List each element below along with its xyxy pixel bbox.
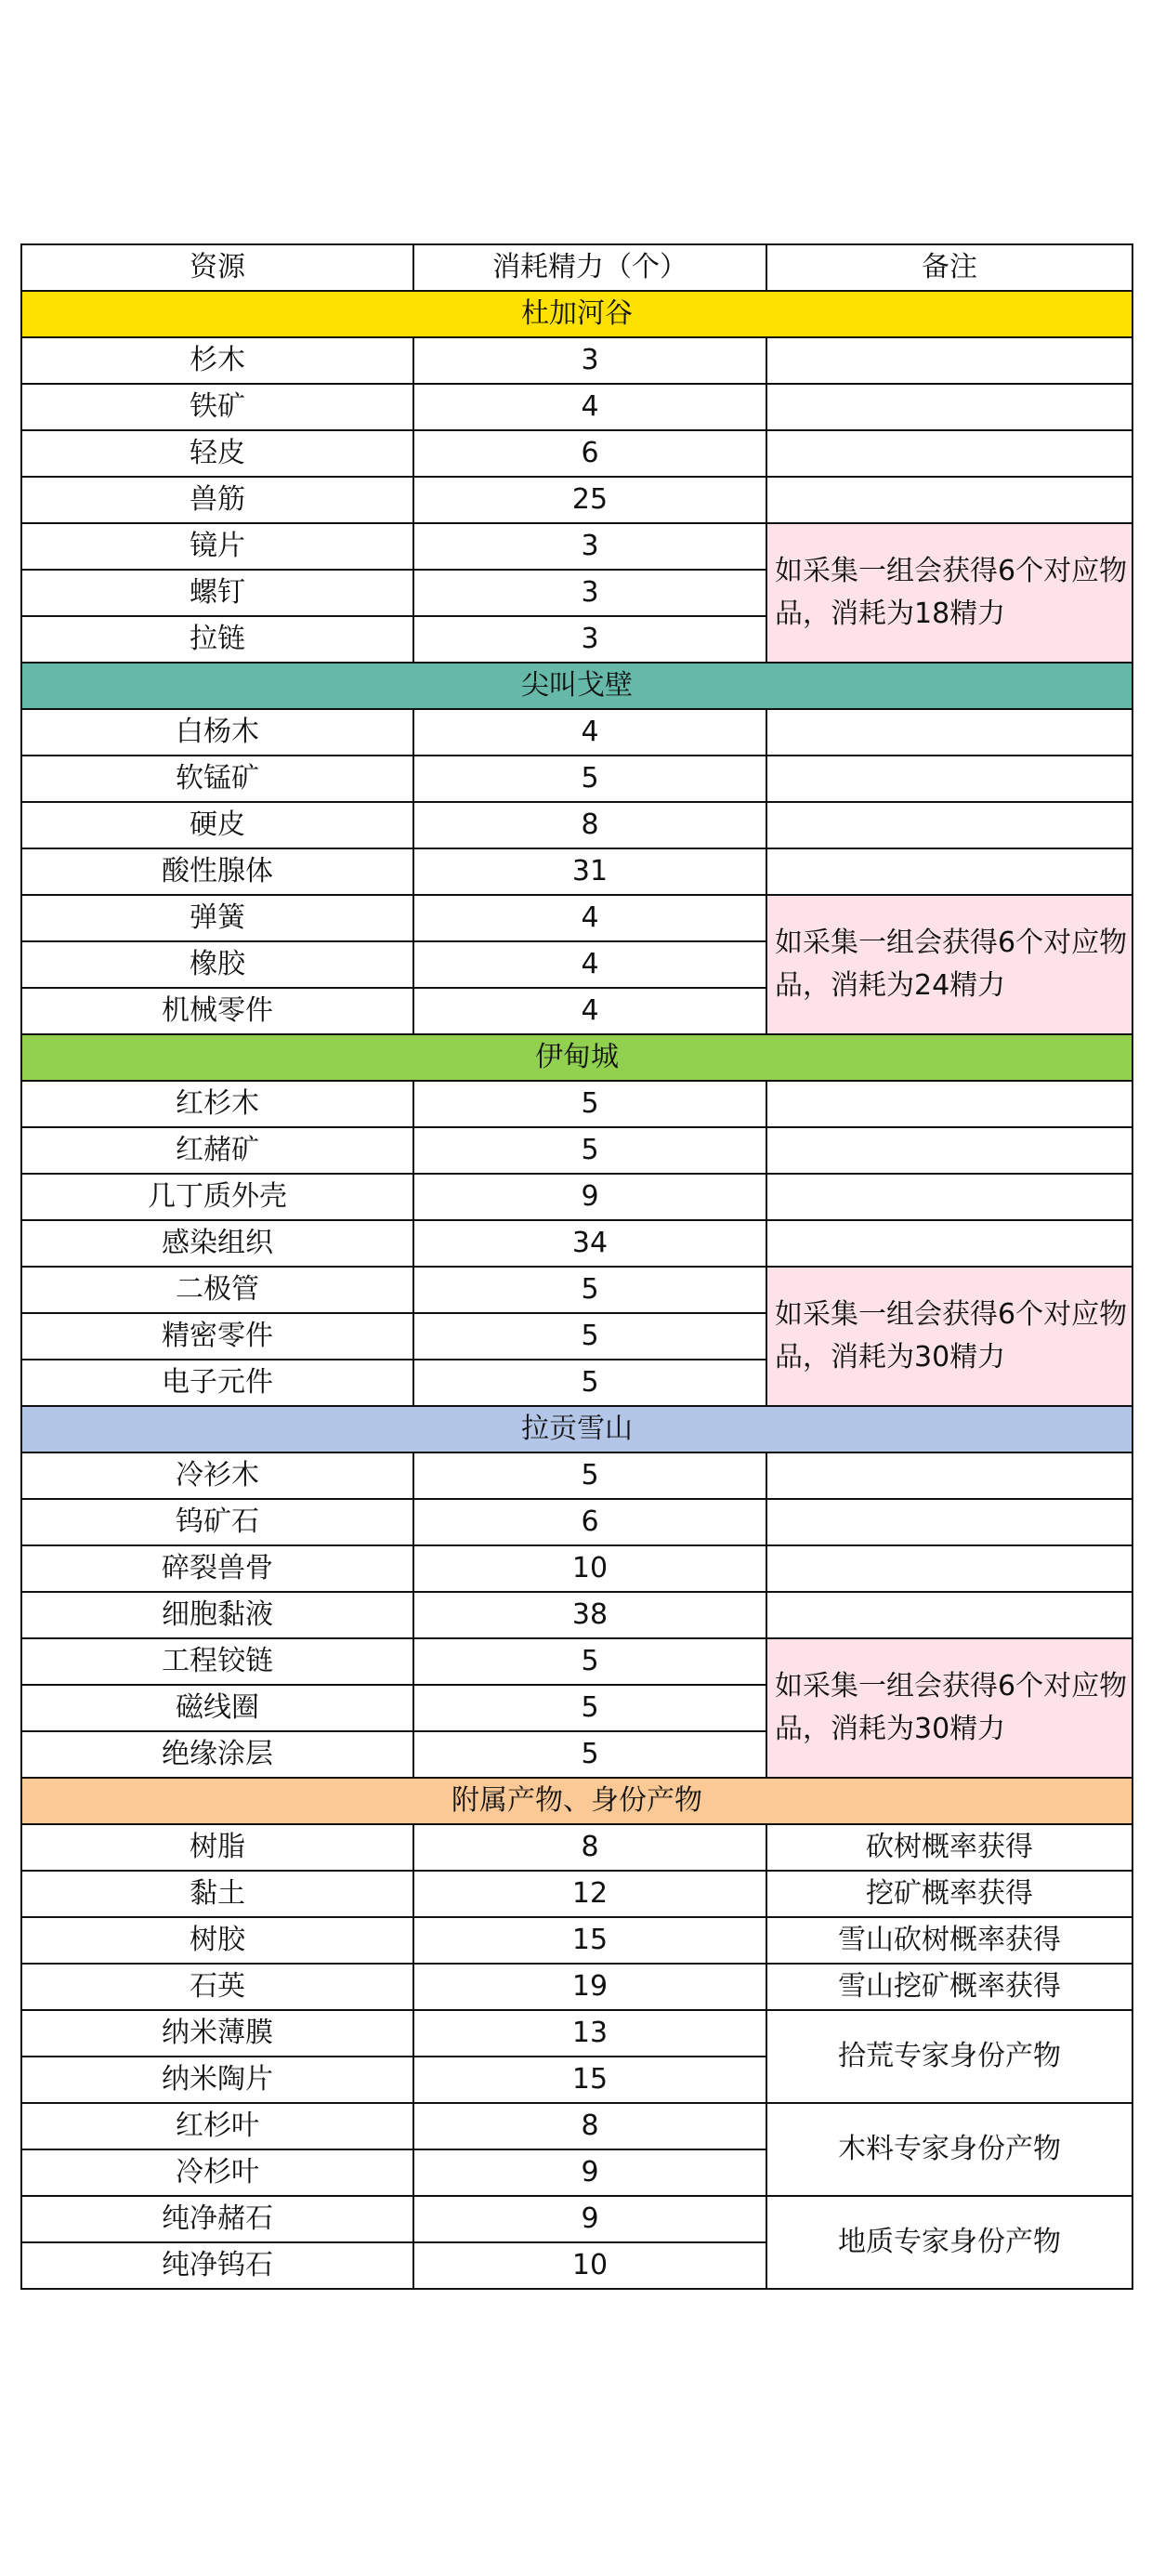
resource-name: 酸性腺体 <box>21 848 413 895</box>
table-row <box>21 1127 1132 1174</box>
header-row <box>21 244 1132 291</box>
table-row <box>21 1267 1132 1313</box>
energy-cost: 5 <box>413 1638 766 1685</box>
energy-cost: 5 <box>413 1685 766 1731</box>
table-row <box>21 477 1132 523</box>
energy-cost: 19 <box>413 1964 766 2010</box>
section-row <box>21 663 1132 709</box>
resource-name: 红赭矿 <box>21 1127 413 1174</box>
resource-name: 感染组织 <box>21 1220 413 1267</box>
resource-name: 磁线圈 <box>21 1685 413 1731</box>
note-cell <box>766 802 1132 848</box>
resource-name: 纳米薄膜 <box>21 2010 413 2057</box>
resource-name: 纯净钨石 <box>21 2242 413 2289</box>
resource-name: 红杉叶 <box>21 2103 413 2149</box>
note-header: 备注 <box>766 244 1132 291</box>
energy-cost: 8 <box>413 1824 766 1871</box>
section-row <box>21 1034 1132 1081</box>
resource-name: 钨矿石 <box>21 1499 413 1545</box>
resource-name: 软锰矿 <box>21 756 413 802</box>
resource-name: 碎裂兽骨 <box>21 1545 413 1592</box>
resource-energy-table <box>20 243 1133 2290</box>
table-row <box>21 337 1132 384</box>
resource-name: 纯净赭石 <box>21 2196 413 2242</box>
resource-name: 铁矿 <box>21 384 413 430</box>
energy-cost: 5 <box>413 1360 766 1406</box>
group-note: 如采集一组会获得6个对应物品，消耗为30精力 <box>766 1638 1132 1778</box>
note-cell: 拾荒专家身份产物 <box>766 2010 1132 2103</box>
section-title: 附属产物、身份产物 <box>21 1778 1132 1824</box>
table-row <box>21 384 1132 430</box>
energy-cost: 15 <box>413 1917 766 1964</box>
note-cell <box>766 1452 1132 1499</box>
energy-header: 消耗精力（个） <box>413 244 766 291</box>
table-row <box>21 2103 1132 2149</box>
energy-cost: 13 <box>413 2010 766 2057</box>
note-cell <box>766 1220 1132 1267</box>
note-cell <box>766 430 1132 477</box>
table-row <box>21 1220 1132 1267</box>
note-cell <box>766 1174 1132 1220</box>
energy-cost: 25 <box>413 477 766 523</box>
note-cell <box>766 477 1132 523</box>
resource-name: 冷杉叶 <box>21 2149 413 2196</box>
note-cell <box>766 337 1132 384</box>
group-note: 如采集一组会获得6个对应物品，消耗为24精力 <box>766 895 1132 1034</box>
note-cell <box>766 1545 1132 1592</box>
energy-cost: 15 <box>413 2057 766 2103</box>
resource-name: 轻皮 <box>21 430 413 477</box>
energy-cost: 12 <box>413 1871 766 1917</box>
section-row <box>21 1406 1132 1452</box>
energy-cost: 3 <box>413 616 766 663</box>
section-title: 尖叫戈壁 <box>21 663 1132 709</box>
energy-cost: 4 <box>413 384 766 430</box>
energy-cost: 9 <box>413 2196 766 2242</box>
energy-cost: 31 <box>413 848 766 895</box>
table-row <box>21 895 1132 941</box>
table-row <box>21 756 1132 802</box>
resource-name: 几丁质外壳 <box>21 1174 413 1220</box>
note-cell <box>766 1592 1132 1638</box>
resource-name: 镜片 <box>21 523 413 570</box>
energy-cost: 5 <box>413 1731 766 1778</box>
resource-name: 绝缘涂层 <box>21 1731 413 1778</box>
table-row <box>21 709 1132 756</box>
energy-cost: 3 <box>413 337 766 384</box>
resource-name: 二极管 <box>21 1267 413 1313</box>
resource-header: 资源 <box>21 244 413 291</box>
note-cell: 雪山砍树概率获得 <box>766 1917 1132 1964</box>
resource-name: 硬皮 <box>21 802 413 848</box>
resource-name: 精密零件 <box>21 1313 413 1360</box>
note-cell <box>766 1127 1132 1174</box>
resource-name: 细胞黏液 <box>21 1592 413 1638</box>
resource-name: 弹簧 <box>21 895 413 941</box>
resource-name: 杉木 <box>21 337 413 384</box>
table-row <box>21 1592 1132 1638</box>
table-row <box>21 523 1132 570</box>
note-cell: 雪山挖矿概率获得 <box>766 1964 1132 2010</box>
table-row <box>21 1081 1132 1127</box>
note-cell <box>766 709 1132 756</box>
resource-name: 树胶 <box>21 1917 413 1964</box>
resource-name: 工程铰链 <box>21 1638 413 1685</box>
energy-cost: 4 <box>413 895 766 941</box>
energy-cost: 4 <box>413 941 766 988</box>
note-cell <box>766 756 1132 802</box>
table-row <box>21 1964 1132 2010</box>
table-row <box>21 848 1132 895</box>
resource-name: 纳米陶片 <box>21 2057 413 2103</box>
energy-cost: 6 <box>413 1499 766 1545</box>
resource-name: 电子元件 <box>21 1360 413 1406</box>
table-row <box>21 802 1132 848</box>
energy-cost: 4 <box>413 988 766 1034</box>
table-row <box>21 1174 1132 1220</box>
note-cell: 挖矿概率获得 <box>766 1871 1132 1917</box>
energy-cost: 3 <box>413 570 766 616</box>
note-cell <box>766 1499 1132 1545</box>
energy-cost: 5 <box>413 1127 766 1174</box>
table-row <box>21 1499 1132 1545</box>
resource-name: 石英 <box>21 1964 413 2010</box>
energy-cost: 5 <box>413 1267 766 1313</box>
table-row <box>21 1452 1132 1499</box>
energy-cost: 38 <box>413 1592 766 1638</box>
table-row <box>21 1545 1132 1592</box>
table-row <box>21 430 1132 477</box>
resource-name: 兽筋 <box>21 477 413 523</box>
energy-cost: 3 <box>413 523 766 570</box>
energy-cost: 9 <box>413 1174 766 1220</box>
note-cell <box>766 1081 1132 1127</box>
energy-cost: 4 <box>413 709 766 756</box>
group-note: 如采集一组会获得6个对应物品，消耗为18精力 <box>766 523 1132 663</box>
energy-cost: 5 <box>413 1452 766 1499</box>
resource-name: 树脂 <box>21 1824 413 1871</box>
resource-name: 冷衫木 <box>21 1452 413 1499</box>
note-cell: 地质专家身份产物 <box>766 2196 1132 2289</box>
table-row <box>21 1824 1132 1871</box>
section-title: 拉贡雪山 <box>21 1406 1132 1452</box>
note-cell <box>766 848 1132 895</box>
note-cell <box>766 384 1132 430</box>
section-title: 伊甸城 <box>21 1034 1132 1081</box>
energy-cost: 10 <box>413 1545 766 1592</box>
note-cell: 木料专家身份产物 <box>766 2103 1132 2196</box>
resource-name: 螺钉 <box>21 570 413 616</box>
energy-cost: 5 <box>413 1313 766 1360</box>
table-row <box>21 2196 1132 2242</box>
resource-name: 黏土 <box>21 1871 413 1917</box>
energy-cost: 8 <box>413 2103 766 2149</box>
energy-cost: 5 <box>413 756 766 802</box>
energy-cost: 6 <box>413 430 766 477</box>
table-row <box>21 1871 1132 1917</box>
energy-cost: 5 <box>413 1081 766 1127</box>
table-row <box>21 2010 1132 2057</box>
energy-cost: 8 <box>413 802 766 848</box>
section-row <box>21 1778 1132 1824</box>
section-title: 杜加河谷 <box>21 291 1132 337</box>
resource-name: 橡胶 <box>21 941 413 988</box>
resource-name: 白杨木 <box>21 709 413 756</box>
energy-cost: 10 <box>413 2242 766 2289</box>
table-row <box>21 1638 1132 1685</box>
section-row <box>21 291 1132 337</box>
energy-cost: 9 <box>413 2149 766 2196</box>
resource-name: 红杉木 <box>21 1081 413 1127</box>
table-row <box>21 1917 1132 1964</box>
group-note: 如采集一组会获得6个对应物品，消耗为30精力 <box>766 1267 1132 1406</box>
note-cell: 砍树概率获得 <box>766 1824 1132 1871</box>
resource-name: 拉链 <box>21 616 413 663</box>
resource-name: 机械零件 <box>21 988 413 1034</box>
energy-cost: 34 <box>413 1220 766 1267</box>
